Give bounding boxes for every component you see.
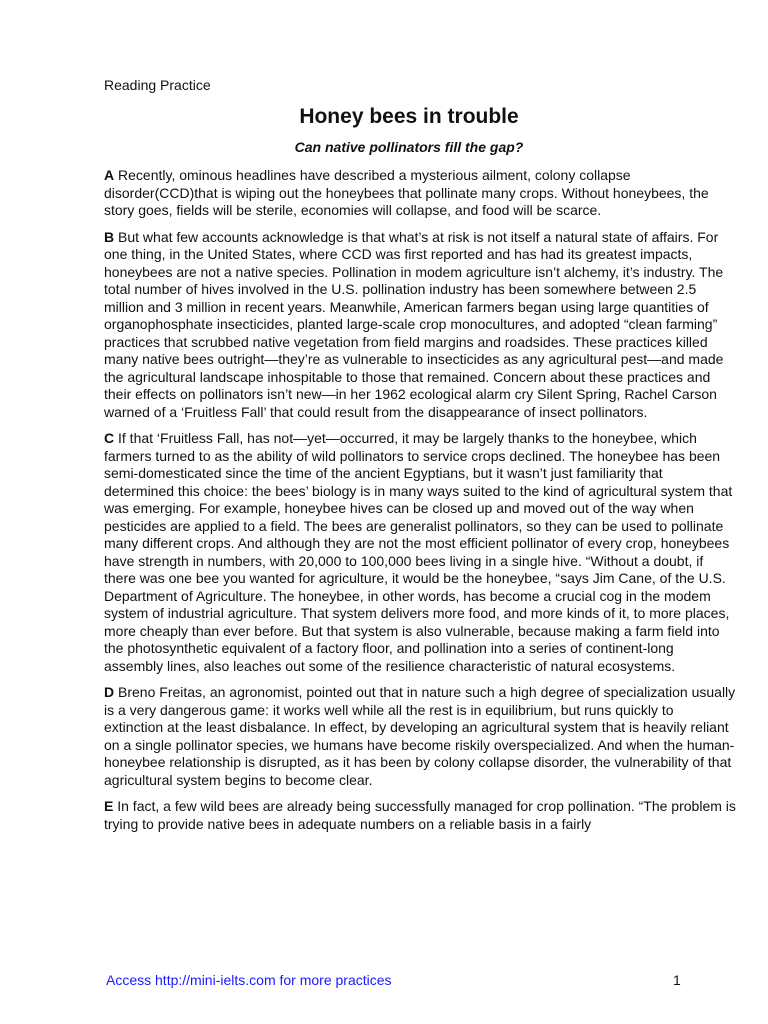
paragraph-letter: E (104, 798, 114, 814)
paragraph-d (104, 684, 736, 789)
paragraph-e (104, 798, 736, 833)
paragraph-text: Recently, ominous headlines have described a mysterious ailment, colony collapse disorder(CCD)that is wiping out the honeybees that pollinate many crops. Without honeybees, the story goes, fields will be sterile, economies will collapse, and food will be scarce. (104, 167, 709, 218)
paragraph-b (104, 229, 736, 422)
header-label: Reading Practice (104, 77, 211, 93)
article-body (104, 167, 736, 842)
paragraph-letter: A (104, 167, 115, 183)
article-subtitle: Can native pollinators fill the gap? (294, 139, 524, 155)
page-number: 1 (673, 972, 681, 988)
paragraph-letter: D (104, 684, 115, 700)
paragraph-text: But what few accounts acknowledge is that what’s at risk is not itself a natural state of affairs. For one thing, in the United States, where CCD was first reported and has had its greatest impacts, honeybees are not a native species. Pollination in modem agriculture isn’t alchemy, it’s industry. The total number of hives involved in the U.S. pollination industry has been somewhere between 2.5 million and 3 million in recent years. Meanwhile, American farmers began using large quantities of organophosphate insecticides, planted large-scale crop monocultures, and adopted “clean farming” practices that scrubbed native vegetation from field margins and roadsides. These practices killed many native bees outright—they’re as vulnerable to insecticides as any agricultural pest—and made the agricultural landscape inhospitable to those that remained. Concern about these practices and their effects on pollinators isn’t new—in her 1962 ecological alarm cry Silent Spring, Rachel Carson warned of a ‘Fruitless Fall’ that could result from the disappearance of insect pollinators. (104, 228, 724, 420)
paragraph-c (104, 430, 736, 675)
article-title: Honey bees in trouble (299, 105, 519, 128)
footer-link[interactable]: Access http://mini-ielts.com for more practices (106, 972, 392, 988)
paragraph-letter: B (104, 228, 115, 245)
paragraph-text: Breno Freitas, an agronomist, pointed out that in nature such a high degree of specialization usually is a very dangerous game: it works well while all the rest is in equilibrium, but runs quickly to extinction at the least disbalance. In effect, by developing an agricultural system that is heavily reliant on a single pollinator species, we humans have become riskily overspecialized. And when the human-honeybee relationship is disrupted, as it has been by colony collapse disorder, the vulnerability of that agricultural system begins to become clear. (104, 684, 736, 788)
paragraph-letter: C (104, 430, 115, 446)
paragraph-a (104, 167, 736, 220)
paragraph-text: If that ‘Fruitless Fall, has not—yet—occurred, it may be largely thanks to the honeybee, which farmers turned to as the ability of wild pollinators to service crops declined. The honeybee has been semi-domesticated since the time of the ancient Egyptians, but it wasn’t just familiarity that determined this choice: the bees’ biology is in many ways suited to the kind of agricultural system that was emerging. For example, honeybee hives can be closed up and moved out of the way when pesticides are applied to a field. The bees are generalist pollinators, so they can be used to pollinate many different crops. And although they are not the most efficient pollinator of every crop, honeybees have strength in numbers, with 20,000 to 100,000 bees living in a single hive. “Without a doubt, if there was one bee you wanted for agriculture, it would be the honeybee, “says Jim Cane, of the U.S. Department of Agriculture. The honeybee, in other words, has become a crucial cog in the modem system of industrial agriculture. That system delivers more food, and more kinds of it, to more places, more cheaply than ever before. But that system is also vulnerable, because making a farm field into the photosynthetic equivalent of a factory floor, and pollination into a series of continent-long assembly lines, also leaches out some of the resilience characteristic of natural ecosystems. (104, 430, 733, 674)
paragraph-text: In fact, a few wild bees are already being successfully managed for crop pollination. “The problem is trying to provide native bees in adequate numbers on a reliable basis in a fairly (104, 798, 736, 832)
